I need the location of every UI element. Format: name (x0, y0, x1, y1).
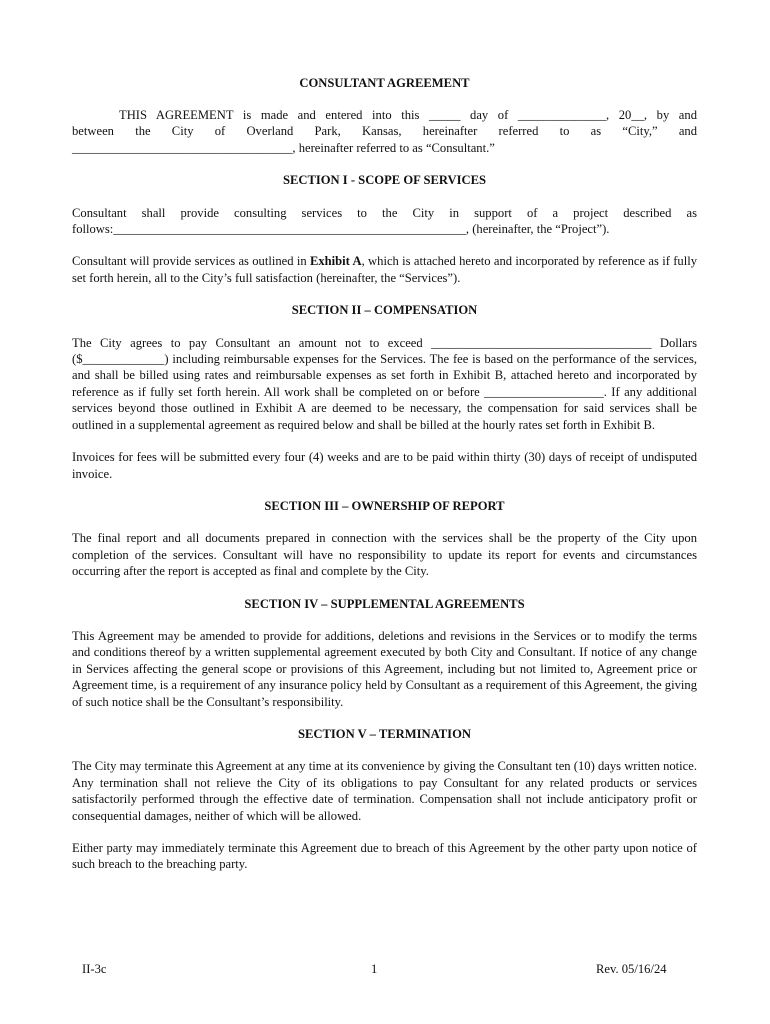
intro-line-1: THIS AGREEMENT is made and entered into this _____ day of ______________, 20__, by and (119, 108, 697, 122)
section-2-heading: SECTION II – COMPENSATION (291, 303, 478, 318)
section-3-paragraph-1: The final report and all documents prepared in connection with the services shall be the property of the City upon completion of the services. Consultant will have no responsibility to update its report for events and circumstances occurring after the report is accepted as final and complete by the City. (72, 531, 697, 579)
footer-form-code: II-3c (82, 962, 107, 976)
document-body (72, 75, 697, 873)
section-2-paragraph-2: Invoices for fees will be submitted every four (4) weeks and are to be paid within thirty (30) days of receipt of undisputed invoice. (72, 450, 697, 481)
document-title: CONSULTANT AGREEMENT (299, 76, 470, 90)
section-1-heading: SECTION I - SCOPE OF SERVICES (282, 173, 487, 188)
section-1-p1-line-1: Consultant shall provide consulting services to the City in support of a project described as (72, 205, 697, 220)
intro-line-2: between the City of Overland Park, Kansas, hereinafter referred to as “City,” and (72, 124, 697, 139)
section-1-p2-after: , which is attached hereto and incorporated by reference as if fully set forth herein, all to the City’s full satisfaction (hereinafter, the “Services”). (72, 254, 697, 285)
intro-line-3: ___________________________________, hereinafter referred to as “Consultant.” (72, 140, 495, 155)
footer-revision-date: Rev. 05/16/24 (596, 962, 667, 976)
section-1-p1-line-2: follows:________________________________________________________, (hereinafter, the “Project”). (72, 222, 610, 237)
exhibit-a-reference: Exhibit A (309, 254, 362, 269)
section-1-paragraph-1 (72, 205, 697, 238)
section-4-heading: SECTION IV – SUPPLEMENTAL AGREEMENTS (244, 596, 525, 611)
section-3-heading: SECTION III – OWNERSHIP OF REPORT (264, 498, 505, 513)
intro-paragraph (72, 107, 697, 156)
footer-page-number: 1 (371, 962, 378, 976)
section-2-paragraph-1: The City agrees to pay Consultant an amount not to exceed ___________________________________ Dollars ($_____________) including reimbursable expenses for the Services. The fee is based on the performance of the services, and shall be billed using rates and reimbursable expenses as set forth in Exhibit B, attached hereto and incorporated by reference as if fully set forth herein. All work shall be completed on or before ___________________. If any additional services beyond those outlined in Exhibit A are deemed to be necessary, the compensation for said services shall be outlined in a supplemental agreement as required below and shall be billed at the hourly rates set forth in Exhibit B. (72, 335, 697, 432)
section-5-paragraph-2: Either party may immediately terminate this Agreement due to breach of this Agreement by the other party upon notice of such breach to the breaching party. (72, 841, 697, 872)
section-1-p2-before: Consultant will provide services as outlined in (72, 254, 310, 269)
section-5-heading: SECTION V – TERMINATION (298, 726, 471, 741)
section-1-paragraph-2 (72, 253, 697, 286)
section-4-paragraph-1: This Agreement may be amended to provide for additions, deletions and revisions in the Services or to modify the terms and conditions thereof by a written supplemental agreement executed by both City and Consultant. If notice of any change in Services affecting the general scope or provisions of this Agreement, including but not limited to, Agreement price or Agreement time, is a requirement of any insurance policy held by Consultant as a requirement of this Agreement, the giving of such notice shall be the Consultant’s responsibility. (72, 628, 697, 709)
section-5-paragraph-1: The City may terminate this Agreement at any time at its convenience by giving the Consultant ten (10) days written notice. Any termination shall not relieve the City of its obligations to pay Consultant for any related products or services satisfactorily performed through the effective date of termination. Compensation shall not include anticipatory profit or consequential damages, neither of which will be allowed. (72, 759, 697, 823)
